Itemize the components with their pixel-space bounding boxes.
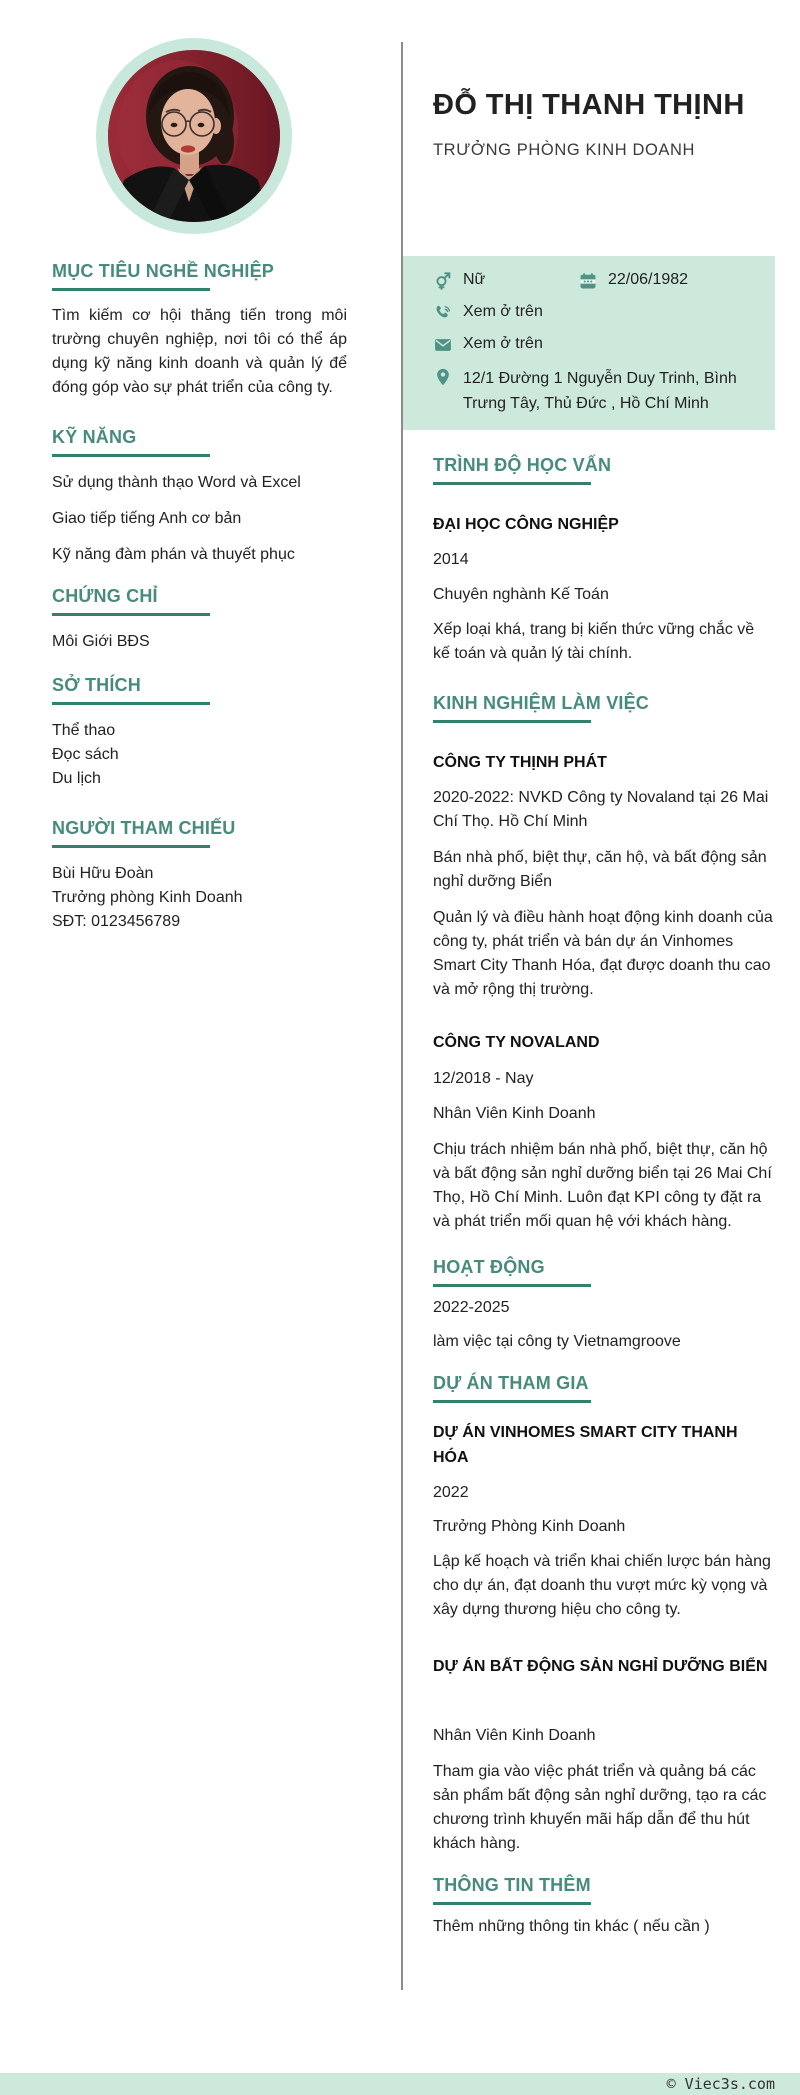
hobby-item: Thể thao (52, 722, 116, 739)
candidate-name: ĐỖ THỊ THANH THỊNH (433, 89, 745, 121)
project-role: Trưởng Phòng Kinh Doanh (433, 1518, 626, 1535)
hobby-item: Đọc sách (52, 746, 119, 763)
footer-bar (0, 2073, 800, 2095)
heading-underline (433, 482, 591, 485)
heading-underline (52, 613, 210, 616)
job-desc: Quản lý và điều hành hoạt động kinh doanh của công ty, phát triển và bán dự án Vinhomes Smart City Thanh Hóa, đạt được doanh thu cao và mở rộng thị trường. (433, 909, 773, 998)
skill-item: Sử dụng thành thạo Word và Excel (52, 474, 301, 491)
heading-underline (52, 288, 210, 291)
skill-item: Kỹ năng đàm phán và thuyết phục (52, 546, 295, 563)
reference-phone: SĐT: 0123456789 (52, 913, 181, 930)
project-year (433, 1690, 775, 1714)
certificates-heading: CHỨNG CHỈ (52, 586, 158, 606)
job-period: 2020-2022: NVKD Công ty Novaland tại 26 Mai Chí Thọ. Hồ Chí Minh (433, 789, 769, 830)
heading-underline (433, 1902, 591, 1905)
profile-photo (96, 38, 292, 234)
calendar-icon (578, 271, 598, 291)
phone-icon (433, 303, 453, 323)
address-value: 12/1 Đường 1 Nguyễn Duy Trinh, Bình Trưng Tây, Thủ Đức , Hồ Chí Minh (463, 370, 737, 412)
activities-heading: HOẠT ĐỘNG (433, 1257, 545, 1277)
hobbies-list (52, 719, 347, 791)
heading-underline (52, 454, 210, 457)
project-entry (433, 1654, 775, 1856)
objective-text: Tìm kiếm cơ hội thăng tiến trong môi trường chuyên nghiệp, nơi tôi có thể áp dụng kỹ năng kinh doanh và quản lý để đóng góp vào sự phát triển của công ty. (52, 307, 347, 396)
dob-cell (578, 270, 688, 291)
education-heading: TRÌNH ĐỘ HỌC VẤN (433, 455, 612, 475)
job-desc: Chịu trách nhiệm bán nhà phố, biệt thự, căn hộ và bất động sản nghỉ dưỡng biển tại 26 Mai Chí Thọ, Hồ Chí Minh. Luôn đạt KPI công ty đặt ra và phát triển mối quan hệ với khách hàng. (433, 1141, 772, 1230)
reference-title: Trưởng phòng Kinh Doanh (52, 889, 243, 906)
activities-desc: làm việc tại công ty Vietnamgroove (433, 1333, 681, 1350)
project-desc: Tham gia vào việc phát triển và quảng bá các sản phẩm bất động sản nghỉ dưỡng, tạo ra các chương trình khuyến mãi hấp dẫn để thu hút khách hàng. (433, 1763, 767, 1852)
job-period: 12/2018 - Nay (433, 1070, 534, 1087)
hobby-item: Du lịch (52, 770, 101, 787)
project-entry (433, 1420, 775, 1622)
heading-underline (433, 1400, 591, 1403)
project-title: DỰ ÁN BẤT ĐỘNG SẢN NGHỈ DƯỠNG BIỂN (433, 1658, 768, 1675)
objective-heading: MỤC TIÊU NGHỀ NGHIỆP (52, 261, 275, 281)
references-heading: NGƯỜI THAM CHIẾU (52, 818, 236, 838)
job-role: Nhân Viên Kinh Doanh (433, 1105, 596, 1122)
more-info-text: Thêm những thông tin khác ( nếu cần ) (433, 1918, 710, 1935)
project-role: Nhân Viên Kinh Doanh (433, 1727, 596, 1744)
phone-value: Xem ở trên (463, 303, 543, 320)
activities-period: 2022-2025 (433, 1299, 510, 1316)
references-block (52, 862, 347, 934)
heading-underline (52, 702, 210, 705)
education-desc: Xếp loại khá, trang bị kiến thức vững chắc về kế toán và quản lý tài chính. (433, 621, 755, 662)
gender-icon (433, 271, 453, 291)
email-cell (433, 334, 543, 355)
email-value: Xem ở trên (463, 335, 543, 352)
contact-row-phone (433, 302, 755, 323)
reference-name: Bùi Hữu Đoàn (52, 865, 154, 882)
heading-underline (433, 720, 591, 723)
project-desc: Lập kế hoạch và triển khai chiến lược bán hàng cho dự án, đạt doanh thu vượt mức kỳ vọng và xây dựng thương hiệu cho công ty. (433, 1553, 771, 1618)
skills-heading: KỸ NĂNG (52, 427, 137, 447)
contact-row-gender-dob (433, 270, 755, 291)
candidate-title: TRƯỞNG PHÒNG KINH DOANH (433, 141, 696, 159)
job-role: Bán nhà phố, biệt thự, căn hộ, và bất động sản nghỉ dưỡng Biển (433, 849, 767, 890)
footer-copyright: © Viec3s.com (666, 2075, 775, 2093)
projects-heading: DỰ ÁN THAM GIA (433, 1373, 589, 1393)
more-info-heading: THÔNG TIN THÊM (433, 1875, 591, 1895)
mail-icon (433, 335, 453, 355)
gender-value: Nữ (463, 271, 486, 288)
job-company: CÔNG TY THỊNH PHÁT (433, 754, 607, 771)
portrait-illustration (108, 50, 280, 222)
heading-underline (52, 845, 210, 848)
job-entry (433, 750, 775, 1002)
contact-row-email (433, 334, 755, 355)
project-year: 2022 (433, 1484, 469, 1501)
hobbies-heading: SỞ THÍCH (52, 675, 141, 695)
contact-card (403, 256, 775, 430)
education-major: Chuyên nghành Kế Toán (433, 586, 609, 603)
address-cell (433, 366, 755, 416)
skills-list (52, 472, 347, 565)
job-entry (433, 1030, 775, 1234)
location-pin-icon (433, 367, 453, 387)
contact-row-address (433, 366, 755, 416)
education-year: 2014 (433, 551, 469, 568)
job-company: CÔNG TY NOVALAND (433, 1034, 600, 1051)
heading-underline (433, 1284, 591, 1287)
skill-item: Giao tiếp tiếng Anh cơ bản (52, 510, 242, 527)
gender-cell (433, 270, 578, 291)
right-column (400, 0, 800, 1939)
project-title: DỰ ÁN VINHOMES SMART CITY THANH HÓA (433, 1424, 738, 1466)
dob-value: 22/06/1982 (608, 271, 689, 288)
experience-heading: KINH NGHIỆM LÀM VIỆC (433, 693, 650, 713)
education-school: ĐẠI HỌC CÔNG NGHIỆP (433, 516, 619, 533)
left-column (0, 0, 400, 934)
phone-cell (433, 302, 543, 323)
certificate-item: Môi Giới BĐS (52, 633, 150, 650)
